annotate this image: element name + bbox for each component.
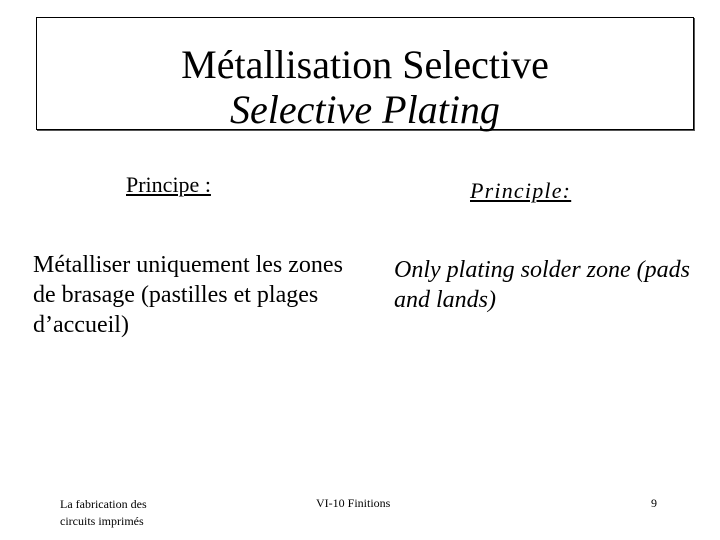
footer-section: VI-10 Finitions: [316, 496, 391, 510]
footer-course-title-line2: circuits imprimés: [60, 514, 144, 528]
principle-text-english: Only plating solder zone (pads and lands): [394, 257, 690, 313]
principle-heading-english: Principle:: [470, 178, 572, 203]
principle-text-french: Métalliser uniquement les zones de brasage (pastilles et plages d’accueil): [33, 252, 343, 338]
slide-title-french: Métallisation Selective: [181, 42, 549, 87]
title-box: [36, 17, 694, 130]
footer-course-title: [60, 496, 200, 530]
slide-title-english: Selective Plating: [230, 87, 500, 132]
footer-course-title-line1: La fabrication des: [60, 497, 147, 511]
principle-heading-french: Principe :: [126, 172, 211, 197]
footer-page-number: 9: [651, 496, 657, 510]
